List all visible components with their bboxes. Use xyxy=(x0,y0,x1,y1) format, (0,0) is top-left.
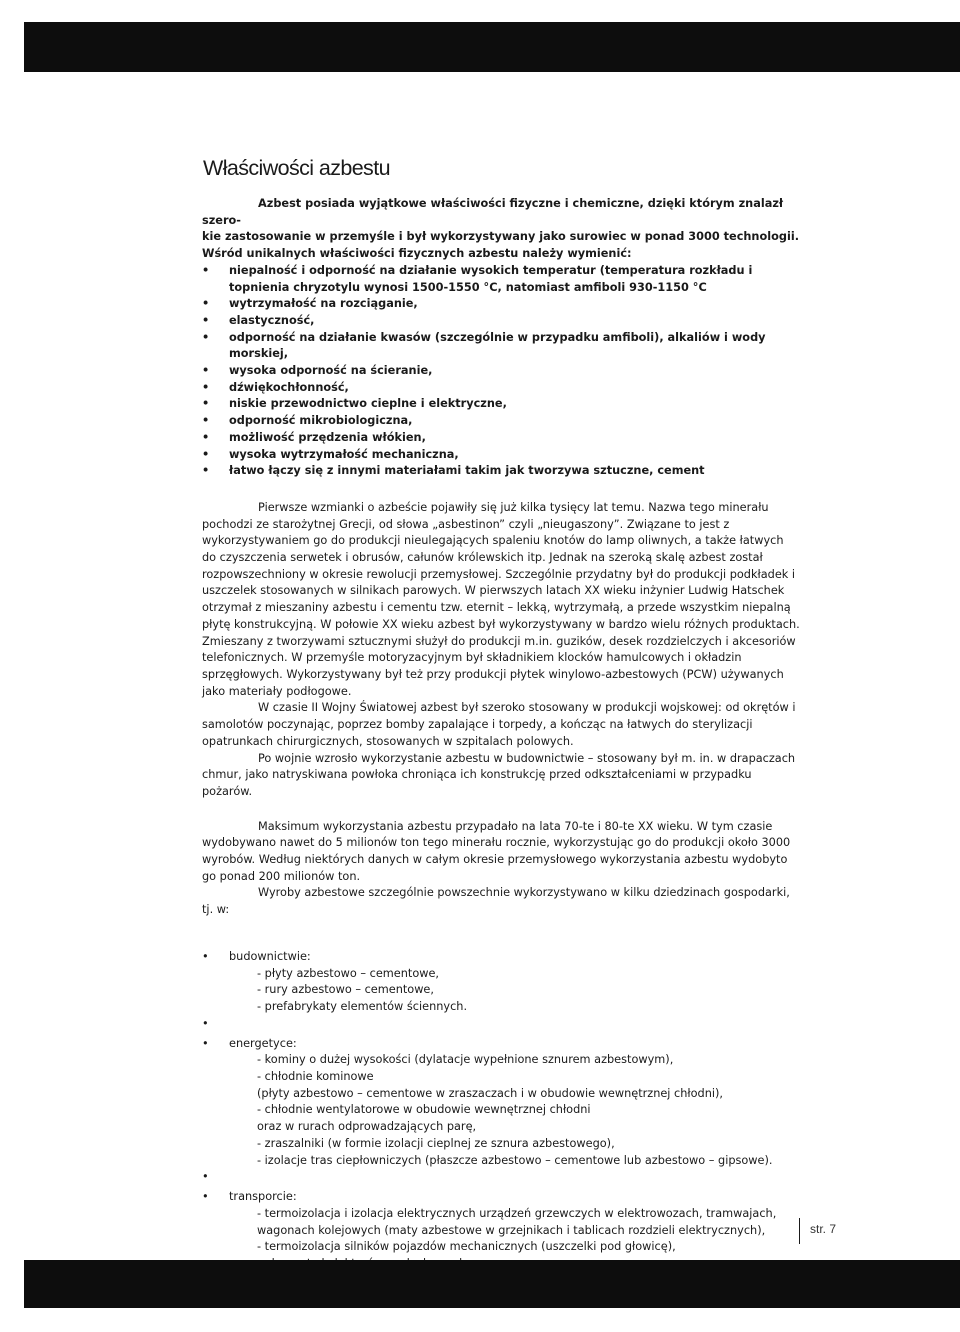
list-item: - chłodnie wentylatorowe w obudowie wewnętrznej chłodni xyxy=(257,1103,591,1117)
list-item: • wytrzymałość na rozciąganie, xyxy=(202,296,800,313)
page-title: Właściwości azbestu xyxy=(203,156,390,180)
list-item: - rury azbestowo – cementowe, xyxy=(257,983,434,997)
list-item: • dźwiękochłonność, xyxy=(202,380,800,397)
intro-line-2: kie zastosowanie w przemyśle i był wykorzystywany jako surowiec w ponad 3000 technologii. xyxy=(202,230,799,244)
history-paragraph: Pierwsze wzmianki o azbeście pojawiły się już kilka tysięcy lat temu. Nazwa tego minerału pochodzi ze starożytnej Grecji, od słowa „asbestinon” czyli „nieugaszony”. Związane to jest z wykorzystywaniem go do produkcji nieulegających spaleniu knotów do lamp oliwnych, a także łatwych do czyszczenia serwetek i obrusów, całunów królewskich itp. Jednak na szeroką skalę azbest został rozpowszechniony w okresie rewolucji przemysłowej. Szczególnie przydatny był do produkcji podkładek i uszczelek stosowanych w silnikach parowych. W pierwszych latach XX wieku inżynier Ludwig Hatschek otrzymał z mieszaniny azbestu i cementu tzw. eternit – lekką, wytrzymałą, a przede wszystkim niepalną płytę konstrukcyjną. W połowie XX wieku azbest był wykorzystywany w bardzo wielu różnych produktach. Zmieszany z tworzywami sztucznymi służył do produkcji m.in. guzików, desek rozdzielczych i akcesoriów telefonicznych. W przemyśle motoryzacyjnym był składnikiem klocków hamulcowych i okładzin sprzęgłowych. Wykorzystywany był też przy produkcji płytek winylowo-azbestowych (PCW) używanych jako materiały podłogowe. xyxy=(202,500,800,698)
list-item: • odporność mikrobiologiczna, xyxy=(202,413,800,430)
list-item: - termoizolacja i izolacja elektrycznych urządzeń grzewczych w elektrowozach, tramwajach, wagonach kolejowych (maty azbestowe w grzejnikach i tablicach rozdzieli elektrycznych), xyxy=(257,1206,777,1237)
usage-paragraph: Maksimum wykorzystania azbestu przypadało na lata 70-te i 80-te XX wieku. W tym czasie wydobywano nawet do 5 milionów ton tego minerału rocznie, wykorzystując go do produkcji około 3000 wyrobów. Według niektórych danych w całym okresie przemysłowego wykorzystania azbestu wydobyto go ponad 200 milionów ton. xyxy=(202,819,791,883)
list-item: - płyty azbestowo – cementowe, xyxy=(257,966,440,980)
list-item: - kominy o dużej wysokości (dylatacje wypełnione sznurem azbestowym), xyxy=(257,1053,674,1067)
list-item: • niepalność i odporność na działanie wysokich temperatur (temperatura rozkładu i topnienia chryzotylu wynosi 1500-1550 °C, natomiast amfiboli 930-1150 °C xyxy=(202,263,800,296)
usage-paragraph: Wyroby azbestowe szczególnie powszechnie wykorzystywano w kilku dziedzinach gospodarki, tj. w: xyxy=(202,886,790,917)
list-item: • elastyczność, xyxy=(202,313,800,330)
list-item: - prefabrykaty elementów ściennych. xyxy=(257,999,468,1013)
footer-bar xyxy=(24,1260,960,1308)
list-item: • łatwo łączy się z innymi materiałami takim jak tworzywa sztuczne, cement xyxy=(202,463,800,480)
list-item: • wysoka wytrzymałość mechaniczna, xyxy=(202,447,800,464)
sector-name: transporcie: xyxy=(229,1190,297,1204)
sector-name: energetyce: xyxy=(229,1036,297,1050)
list-item: - zraszalniki (w formie izolacji cieplnej ze sznura azbestowego), xyxy=(257,1136,615,1150)
list-item: • odporność na działanie kwasów (szczególnie w przypadku amfiboli), alkaliów i wody morskiej, xyxy=(202,330,800,363)
list-item: - chłodnie kominowe xyxy=(257,1070,374,1084)
intro-line-3: Wśród unikalnych właściwości fizycznych azbestu należy wymienić: xyxy=(202,247,632,261)
list-item: - izolacje tras ciepłowniczych (płaszcze azbestowo – cementowe lub azbestowo – gipsowe). xyxy=(257,1153,773,1167)
sector-construction xyxy=(202,949,800,1016)
list-item: • niskie przewodnictwo cieplne i elektryczne, xyxy=(202,396,800,413)
intro-line-1: Azbest posiada wyjątkowe właściwości fizyczne i chemiczne, dzięki którym znalazł szero- xyxy=(202,197,784,227)
sector-items xyxy=(229,1052,800,1169)
history-paragraph: W czasie II Wojny Światowej azbest był szeroko stosowany w produkcji wojskowej: od okrętów i samolotów poczynając, poprzez bomby zapalające i torpedy, a kończąc na łatwych do sterylizacji opatrunkach chirurgicznych, stosowanych w szpitalach polowych. xyxy=(202,701,796,748)
document-body xyxy=(202,196,800,1289)
page-number-divider xyxy=(799,1218,800,1244)
sector-energy xyxy=(202,1036,800,1170)
list-item: • możliwość przędzenia włókien, xyxy=(202,430,800,447)
properties-list xyxy=(202,263,800,480)
header-bar xyxy=(24,22,960,72)
sector-name: budownictwie: xyxy=(229,949,311,963)
list-item: - termoizolacja silników pojazdów mechanicznych (uszczelki pod głowicę), xyxy=(257,1240,676,1254)
history-paragraph: Po wojnie wzrosło wykorzystanie azbestu w budownictwie – stosowany był m. in. w drapaczach chmur, jako natryskiwana powłoka chroniąca ich konstrukcję przed odkształceniami w przypadku pożarów. xyxy=(202,751,796,798)
list-item: (płyty azbestowo – cementowe w zraszaczach i w obudowie wewnętrznej chłodni), xyxy=(257,1086,723,1100)
sectors-list xyxy=(202,949,800,1290)
list-item: • wysoka odporność na ścieranie, xyxy=(202,363,800,380)
sector-items xyxy=(229,966,800,1016)
list-item: oraz w rurach odprowadzających parę, xyxy=(257,1120,477,1134)
page-number: str. 7 xyxy=(810,1222,837,1236)
